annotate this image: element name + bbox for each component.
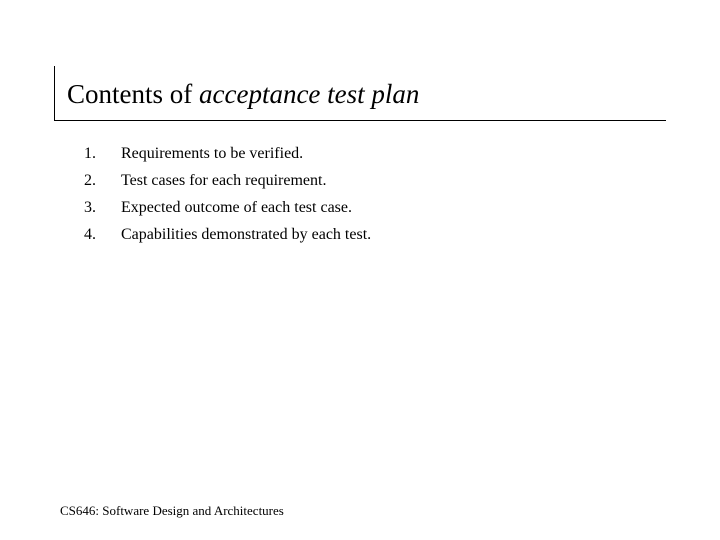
list-item-text: Expected outcome of each test case. xyxy=(121,199,352,216)
title-rule-vertical xyxy=(54,66,55,121)
slide-title-plain: Contents of xyxy=(67,79,199,109)
list-item-text: Capabilities demonstrated by each test. xyxy=(121,226,372,243)
list-item-text: Requirements to be verified. xyxy=(121,145,304,162)
list-item xyxy=(84,167,371,194)
slide-footer: CS646: Software Design and Architectures xyxy=(60,503,284,518)
numbered-list xyxy=(84,140,371,248)
list-item-number: 1. xyxy=(84,145,96,162)
list-item xyxy=(84,221,371,248)
list-item-number: 3. xyxy=(84,199,96,216)
list-item-text: Test cases for each requirement. xyxy=(121,172,327,189)
list-item xyxy=(84,140,371,167)
list-item-number: 2. xyxy=(84,172,96,189)
list-item xyxy=(84,194,371,221)
slide-title xyxy=(67,77,419,111)
slide-title-emphasis: acceptance test plan xyxy=(199,79,420,109)
title-rule-horizontal xyxy=(54,120,666,121)
list-item-number: 4. xyxy=(84,226,96,243)
